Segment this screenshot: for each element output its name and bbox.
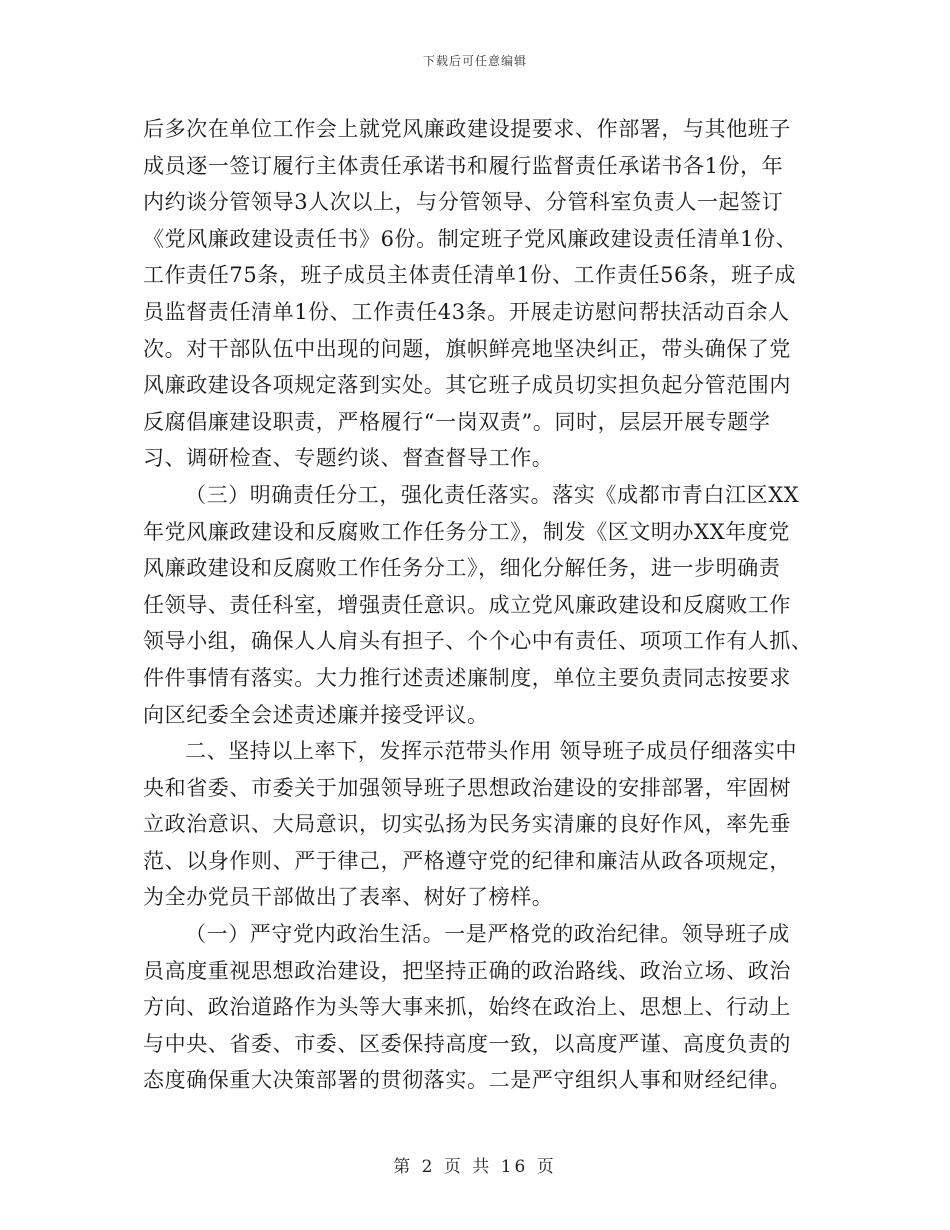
text-line: 领导小组，确保人人肩头有担子、个个心中有责任、项项工作有人抓、 xyxy=(143,629,813,654)
text-line: 员高度重视思想政治建设，把坚持正确的政治路线、政治立场、政治 xyxy=(143,958,791,983)
text-line: 立政治意识、大局意识，切实弘扬为民务实清廉的良好作风，率先垂 xyxy=(143,812,791,837)
text-line: 后多次在单位工作会上就党风廉政建设提要求、作部署，与其他班子 xyxy=(143,117,791,141)
text-line: 年党风廉政建设和反腐败工作任务分工》，制发《区文明办XX年度党 xyxy=(143,519,790,544)
paragraph-start-line: （一）严守党内政治生活。一是严格党的政治纪律。领导班子成 xyxy=(185,922,790,947)
text-line: 与中央、省委、市委、区委保持高度一致，以高度严谨、高度负责的 xyxy=(143,1031,791,1056)
text-line: 态度确保重大决策部署的贯彻落实。二是严守组织人事和财经纪律。 xyxy=(143,1068,791,1093)
text-line: 工作责任75条，班子成员主体责任清单1份、工作责任56条，班子成 xyxy=(143,263,797,288)
text-line: 内约谈分管领导3人次以上，与分管领导、分管科室负责人一起签订 xyxy=(143,190,784,215)
text-line: 风廉政建设各项规定落到实处。其它班子成员切实担负起分管范围内 xyxy=(143,373,791,398)
page-header-note: 下载后可任意编辑 xyxy=(422,54,527,68)
page-number: 第 2 页 共 16 页 xyxy=(393,1157,557,1177)
text-line: 方向、政治道路作为头等大事来抓，始终在政治上、思想上、行动上 xyxy=(143,995,791,1020)
paragraph-start-line: （三）明确责任分工，强化责任落实。落实《成都市青白江区XX xyxy=(185,482,800,507)
document-body xyxy=(143,111,813,1099)
text-line: 习、调研检查、专题约谈、督查督导工作。 xyxy=(143,446,554,471)
text-line: 《党风廉政建设责任书》6份。制定班子党风廉政建设责任清单1份、 xyxy=(143,226,798,251)
text-line: 次。对干部队伍中出现的问题，旗帜鲜亮地坚决纠正，带头确保了党 xyxy=(143,336,791,361)
text-line: 央和省委、市委关于加强领导班子思想政治建设的安排部署，牢固树 xyxy=(143,775,791,800)
text-line: 风廉政建设和反腐败工作任务分工》，细化分解任务，进一步明确责 xyxy=(143,556,781,581)
text-line: 任领导、责任科室，增强责任意识。成立党风廉政建设和反腐败工作 xyxy=(143,592,791,617)
text-line: 范、以身作则、严于律己，严格遵守党的纪律和廉洁从政各项规定， xyxy=(143,848,791,873)
text-line: 向区纪委全会述责述廉并接受评议。 xyxy=(143,702,489,727)
text-line: 件件事情有落实。大力推行述责述廉制度，单位主要负责同志按要求 xyxy=(143,665,791,690)
text-line: 成员逐一签订履行主体责任承诺书和履行监督责任承诺书各1份，年 xyxy=(143,153,784,178)
section-heading-line: 二、坚持以上率下，发挥示范带头作用 领导班子成员仔细落实中 xyxy=(185,739,798,764)
text-line: 反腐倡廉建设职责，严格履行“一岗双责”。同时，层层开展专题学 xyxy=(143,409,771,434)
text-line: 员监督责任清单1份、工作责任43条。开展走访慰问帮扶活动百余人 xyxy=(143,299,790,324)
text-line: 为全办党员干部做出了表率、树好了榜样。 xyxy=(143,885,554,910)
